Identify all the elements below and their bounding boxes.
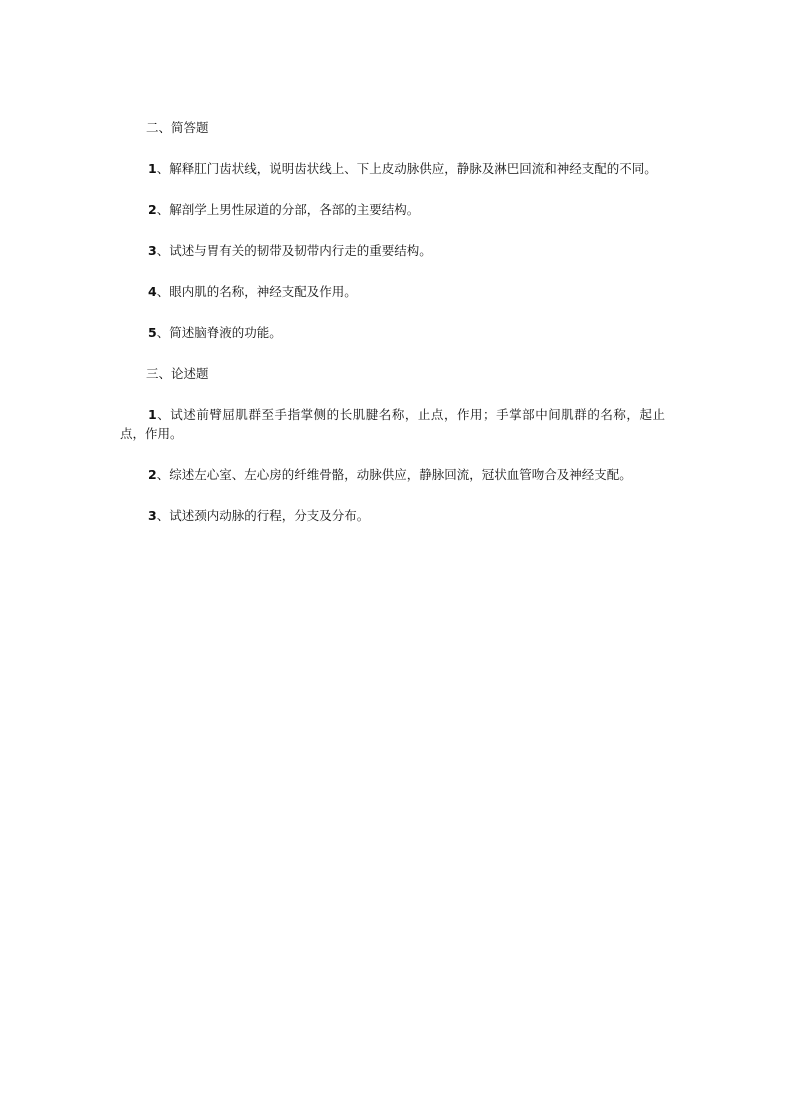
question-text: 、试述前臂屈肌群至手指掌侧的长肌腱名称，止点，作用；手掌部中间肌群的名称，起止点，作用。 (120, 407, 665, 441)
question-number: 5 (148, 325, 157, 340)
question-text: 、综述左心室、左心房的纤维骨骼，动脉供应，静脉回流，冠状血管吻合及神经支配。 (156, 467, 632, 482)
question-paragraph (120, 323, 665, 342)
question-paragraph (120, 465, 665, 484)
document-content (120, 118, 665, 547)
question-paragraph (120, 282, 665, 301)
question-number: 2 (148, 467, 157, 482)
question-number: 3 (148, 508, 157, 523)
question-paragraph (120, 241, 665, 260)
question-text: 、试述与胃有关的韧带及韧带内行走的重要结构。 (156, 243, 432, 258)
question-number: 3 (148, 243, 157, 258)
section-heading-short-answer: 二、简答题 (146, 120, 209, 135)
question-number: 4 (148, 284, 157, 299)
question-text: 、试述颈内动脉的行程，分支及分布。 (156, 508, 370, 523)
question-paragraph (120, 200, 665, 219)
question-paragraph (120, 506, 665, 525)
section-heading-essay: 三、论述题 (146, 366, 209, 381)
question-paragraph (120, 159, 665, 178)
question-number: 2 (148, 202, 157, 217)
question-text: 、简述脑脊液的功能。 (156, 325, 282, 340)
question-text: 、眼内肌的名称，神经支配及作用。 (156, 284, 357, 299)
question-text: 、解释肛门齿状线，说明齿状线上、下上皮动脉供应，静脉及淋巴回流和神经支配的不同。 (156, 161, 657, 176)
question-number: 1 (148, 161, 157, 176)
question-number: 1 (148, 407, 157, 422)
question-paragraph (120, 405, 665, 443)
question-text: 、解剖学上男性尿道的分部，各部的主要结构。 (156, 202, 420, 217)
